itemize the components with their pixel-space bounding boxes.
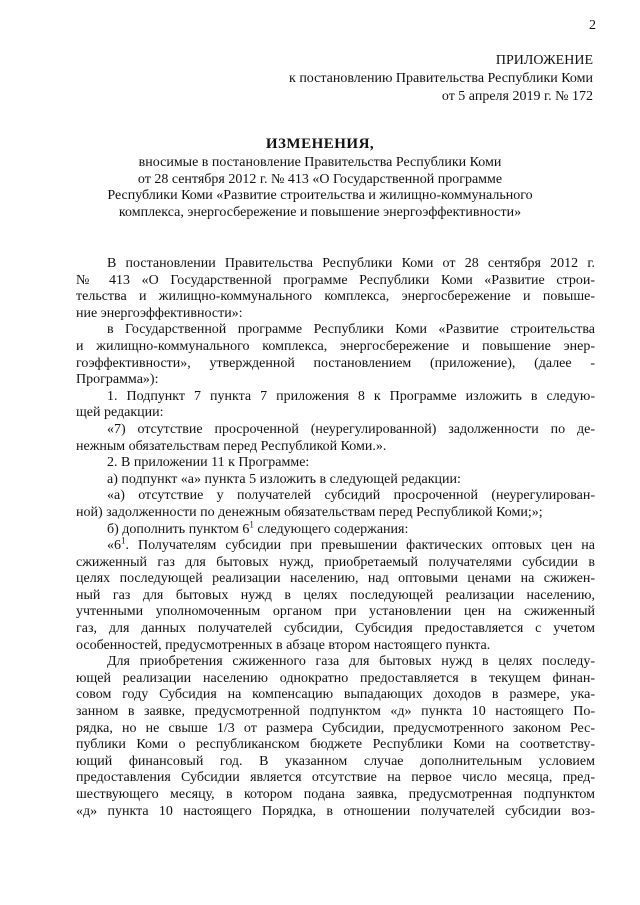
body-line: ние энергоэффективности»: bbox=[76, 305, 243, 321]
appendix-title: ПРИЛОЖЕНИЕ bbox=[495, 53, 593, 68]
superscript: 1 bbox=[121, 535, 126, 546]
body-line: сжиженный газ для бытовых нужд, приобретаемый получателями субсидии в bbox=[76, 554, 595, 570]
body-line: публики Коми о республиканском бюджете Республики Коми на соответству- bbox=[76, 737, 595, 753]
body-line: и жилищно-коммунального комплекса, энергосбережение и повышение энер- bbox=[76, 338, 595, 354]
appendix-line: от 5 апреля 2019 г. № 172 bbox=[441, 89, 593, 104]
body-line: «д» пункта 10 настоящего Порядка, в отношении получателей субсидии воз- bbox=[76, 803, 595, 819]
body-line: нежным обязательствам перед Республикой Коми.». bbox=[76, 438, 387, 454]
body-line: ющий финансовый год. В указанном случае дополнительным условием bbox=[76, 753, 595, 769]
appendix-line: к постановлению Правительства Республики Коми bbox=[289, 71, 593, 86]
body-line: рядка, но не свыше 1/3 от размера Субсидии, предусмотренного законом Рес- bbox=[76, 720, 595, 736]
body-line: В постановлении Правительства Республики Коми от 28 сентября 2012 г. bbox=[107, 256, 595, 271]
body-line: газ, для данных получателей субсидии, Субсидия предоставляется с учетом bbox=[76, 621, 595, 637]
subtitle-line: Республики Коми «Развитие строительства и жилищно-коммунального bbox=[107, 188, 533, 203]
body-line: предоставления Субсидии является отсутствие на первое число месяца, пред- bbox=[76, 770, 595, 786]
page-number: 2 bbox=[589, 18, 596, 33]
body-line: щей редакции: bbox=[76, 405, 164, 421]
body-line: целях последующей реализации населению, над оптовыми ценами на сжижен- bbox=[76, 571, 595, 587]
body-line: занном в заявке, предусмотренной подпунктом «д» пункта 10 настоящего По- bbox=[76, 704, 595, 720]
body-line: «а) отсутствие у получателей субсидий просроченной (неурегулирован- bbox=[107, 488, 595, 504]
body-line: Программа»): bbox=[76, 372, 159, 388]
body-line: тельства и жилищно-коммунального комплекса, энергосбережение и повыше- bbox=[76, 289, 595, 305]
body-line: ющей реализации населению однократно предоставляется в текущем финан- bbox=[76, 670, 595, 686]
body-line: 1. Подпункт 7 пункта 7 приложения 8 к Программе изложить в следую- bbox=[107, 388, 595, 404]
body-line: «7) отсутствие просроченной (неурегулированной) задолженности по де- bbox=[107, 421, 595, 437]
body-line: гоэффективности», утвержденной постановлением (приложение), (далее - bbox=[76, 355, 595, 371]
body-line-composite bbox=[76, 535, 595, 555]
body-line: в Государственной программе Республики Коми «Развитие строительства bbox=[107, 322, 595, 338]
body-line: а) подпункт «а» пункта 5 изложить в следующей редакции: bbox=[107, 471, 461, 487]
body-line: особенностей, предусмотренных в абзаце втором настоящего пункта. bbox=[76, 637, 491, 653]
body-line: ной) задолженности по денежным обязательствам перед Республикой Коми;»; bbox=[76, 504, 543, 520]
line-part: «6 bbox=[107, 538, 121, 554]
appendix-block bbox=[289, 52, 593, 106]
subtitle-line: комплекса, энергосбережение и повышение энергоэффективности» bbox=[118, 204, 522, 220]
subtitle-line: от 28 сентября 2012 г. № 413 «О Государственной программе bbox=[137, 171, 503, 187]
line-part: . Получателям субсидии при превышении фактических оптовых цен на bbox=[125, 538, 595, 554]
body-line: № 413 «О Государственной программе Республики Коми «Развитие строи- bbox=[76, 272, 595, 288]
line-part: следующего содержания: bbox=[253, 521, 409, 537]
superscript: 1 bbox=[249, 518, 254, 529]
body-line: учтенными уполномоченным органом при установлении цен на сжиженный bbox=[76, 604, 595, 620]
body-line: шествующего месяцу, в котором подана заявка, предусмотренная подпунктом bbox=[76, 787, 595, 802]
body-line: совом году Субсидия на компенсацию выпадающих доходов в размере, ука- bbox=[76, 687, 595, 703]
body-line: Для приобретения сжиженного газа для бытовых нужд в целях последу- bbox=[107, 654, 595, 670]
line-part: б) дополнить пунктом 6 bbox=[107, 521, 250, 537]
document-subtitle bbox=[70, 155, 570, 221]
document-title: ИЗМЕНЕНИЯ, bbox=[265, 136, 375, 152]
body-line: ный газ для бытовых нужд в целях последующей реализации населению, bbox=[76, 587, 595, 603]
document-body bbox=[76, 256, 595, 820]
body-line: 2. В приложении 11 к Программе: bbox=[107, 455, 310, 471]
subtitle-line: вносимые в постановление Правительства Республики Коми bbox=[138, 155, 502, 170]
body-line-composite bbox=[76, 518, 595, 539]
